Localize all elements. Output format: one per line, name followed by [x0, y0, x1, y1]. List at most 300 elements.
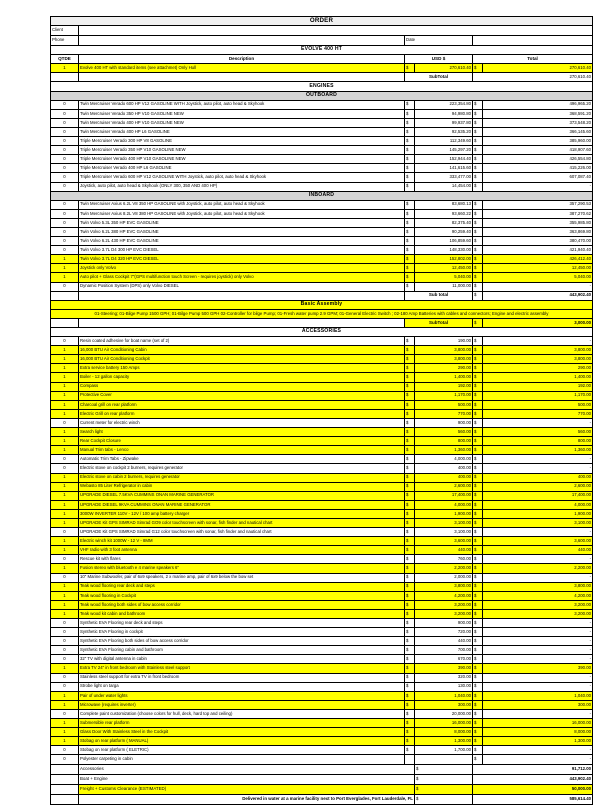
accessory-item-row [51, 637, 593, 646]
total-currency-symbol: $ [473, 446, 483, 455]
qty-cell[interactable]: 0 [51, 746, 79, 755]
total-value-cell: - [483, 746, 593, 755]
qty-cell[interactable]: 0 [51, 282, 79, 291]
summary-label: Delivered in water at a marine facility next to Port Everglades, Fort Lauderdale, FL [79, 794, 415, 804]
usd-value-cell[interactable]: 99,937.80 [415, 118, 473, 127]
qty-cell[interactable]: 0 [51, 628, 79, 637]
qty-cell[interactable]: 0 [51, 209, 79, 218]
qty-cell[interactable]: 1 [51, 355, 79, 364]
total-currency-symbol: $ [473, 755, 483, 764]
accessory-item-row [51, 518, 593, 527]
accessory-item-row [51, 737, 593, 746]
phone-label: Phone [51, 36, 79, 46]
section-header-outboard [51, 91, 593, 100]
client-input[interactable] [79, 26, 593, 36]
qty-cell[interactable]: 0 [51, 464, 79, 473]
qty-cell[interactable]: 0 [51, 555, 79, 564]
usd-value-cell[interactable]: 4,000.00 [415, 500, 473, 509]
total-value-cell: - [483, 637, 593, 646]
usd-value-cell[interactable]: 94,980.80 [415, 109, 473, 118]
outboard-item-row [51, 118, 593, 127]
summary-row [51, 794, 593, 804]
usd-value-cell[interactable]: 3,200.00 [415, 600, 473, 609]
qty-cell[interactable]: 1 [51, 691, 79, 700]
usd-currency-symbol: $ [405, 682, 415, 691]
description-cell: Teak wood kit cabin and bathroom [79, 609, 405, 618]
qty-cell[interactable]: 1 [51, 64, 79, 73]
accessory-item-row [51, 428, 593, 437]
boat-subtotal-value: 270,610.40 [473, 73, 593, 82]
qty-cell[interactable]: 0 [51, 237, 79, 246]
section-header-accessories [51, 328, 593, 337]
qty-cell[interactable]: 1 [51, 409, 79, 418]
usd-value-cell[interactable]: 300.00 [415, 700, 473, 709]
usd-value-cell[interactable]: 192.00 [415, 382, 473, 391]
phone-input[interactable] [79, 36, 405, 46]
total-value-cell: 3,200.00 [483, 600, 593, 609]
usd-currency-symbol: $ [405, 509, 415, 518]
usd-currency-symbol: $ [405, 709, 415, 718]
column-header-row [51, 55, 593, 64]
usd-value-cell[interactable]: 93,660.22 [415, 209, 473, 218]
usd-value-cell[interactable]: 560.00 [415, 428, 473, 437]
usd-value-cell[interactable]: 1,700.00 [415, 746, 473, 755]
usd-value-cell[interactable]: 4,000.00 [415, 455, 473, 464]
usd-value-cell[interactable]: 390.00 [415, 664, 473, 673]
usd-value-cell[interactable]: 400.00 [415, 473, 473, 482]
description-cell: Twin Volvo 3.7L D4 300 HP EVC DIESEL [79, 246, 405, 255]
accessory-item-row [51, 573, 593, 582]
qty-cell[interactable]: 1 [51, 400, 79, 409]
description-cell: Triple Mercruiser Verado 400 HP L6 GASOLINE [79, 164, 405, 173]
total-value-cell: - [483, 282, 593, 291]
total-value-cell: 4,200.00 [483, 591, 593, 600]
usd-value-cell[interactable]: 141,615.60 [415, 164, 473, 173]
col-header-usd: USD $ [405, 55, 473, 64]
usd-value-cell[interactable]: 223,354.80 [415, 100, 473, 109]
qty-cell[interactable]: 1 [51, 509, 79, 518]
inboard-item-row [51, 246, 593, 255]
total-value-cell: - [483, 418, 593, 427]
usd-value-cell[interactable]: 800.00 [415, 437, 473, 446]
usd-currency-symbol: $ [405, 218, 415, 227]
usd-currency-symbol: $ [405, 246, 415, 255]
accessory-item-row [51, 609, 593, 618]
usd-value-cell[interactable]: 12,450.00 [415, 264, 473, 273]
usd-value-cell[interactable]: 3,200.00 [415, 609, 473, 618]
total-currency-symbol: $ [473, 218, 483, 227]
total-value-cell: 3,800.00 [483, 582, 593, 591]
summary-currency-symbol: $ [415, 784, 473, 794]
usd-value-cell[interactable]: 16,000.00 [415, 719, 473, 728]
usd-value-cell[interactable]: 17,400.00 [415, 491, 473, 500]
qty-cell[interactable]: 1 [51, 500, 79, 509]
usd-value-cell[interactable]: 4,200.00 [415, 591, 473, 600]
usd-value-cell[interactable]: 440.00 [415, 546, 473, 555]
qty-cell[interactable]: 0 [51, 655, 79, 664]
qty-cell[interactable]: 0 [51, 164, 79, 173]
description-cell: UPGRADE Kit GPS SIMRAD Simrad GO9 color touchscreen with sonar, fish finder and nautical chart [79, 518, 405, 527]
accessory-item-row [51, 373, 593, 382]
qty-cell[interactable]: 0 [51, 637, 79, 646]
summary-currency-symbol: $ [415, 764, 473, 774]
total-currency-symbol: $ [473, 700, 483, 709]
outboard-item-row [51, 127, 593, 136]
total-value-cell: - [483, 755, 593, 764]
usd-currency-symbol: $ [405, 264, 415, 273]
accessory-item-row [51, 482, 593, 491]
outboard-header: OUTBOARD [51, 91, 593, 100]
spacer-cell [79, 291, 405, 300]
description-cell: Protective Cover [79, 391, 405, 400]
inboard-header: INBOARD [51, 191, 593, 200]
usd-value-cell[interactable]: 130.00 [415, 682, 473, 691]
qty-cell[interactable]: 1 [51, 391, 79, 400]
usd-currency-symbol: $ [405, 528, 415, 537]
qty-cell[interactable]: 0 [51, 173, 79, 182]
total-value-cell: 1,170.00 [483, 391, 593, 400]
description-cell: Submersible rear platform [79, 719, 405, 728]
usd-currency-symbol: $ [405, 700, 415, 709]
total-value-cell: 426,412.40 [483, 255, 593, 264]
usd-value-cell[interactable]: 440.00 [415, 637, 473, 646]
usd-currency-symbol: $ [405, 737, 415, 746]
qty-cell[interactable]: 1 [51, 264, 79, 273]
description-cell: Extra TV 24" in front bedroom with Stainless steel support [79, 664, 405, 673]
qty-cell[interactable]: 0 [51, 455, 79, 464]
usd-value-cell[interactable]: 190.00 [415, 337, 473, 346]
accessory-item-row [51, 537, 593, 546]
inboard-item-row [51, 273, 593, 282]
total-value-cell: 192.00 [483, 382, 593, 391]
description-cell: Glass Door With Stainless Steel in the Cockpit [79, 728, 405, 737]
usd-value-cell[interactable]: 290.00 [415, 364, 473, 373]
qty-cell[interactable]: 1 [51, 564, 79, 573]
client-row [51, 26, 593, 36]
qty-cell[interactable]: 0 [51, 528, 79, 537]
description-cell: Automatic Trim Tabs - Zipwake [79, 455, 405, 464]
total-value-cell: 4,000.00 [483, 500, 593, 509]
accessory-item-row [51, 437, 593, 446]
description-cell: Triple Mercruiser Verado 300 HP V8 GASOLINE [79, 137, 405, 146]
qty-cell[interactable]: 0 [51, 709, 79, 718]
usd-value-cell[interactable]: 5,040.00 [415, 273, 473, 282]
usd-currency-symbol: $ [405, 64, 415, 73]
accessory-item-row [51, 409, 593, 418]
usd-value-cell[interactable]: 2,000.00 [415, 573, 473, 582]
qty-cell[interactable]: 1 [51, 582, 79, 591]
usd-value-cell[interactable]: 90,259.40 [415, 227, 473, 236]
qty-cell[interactable]: 0 [51, 218, 79, 227]
accessory-item-row [51, 646, 593, 655]
total-value-cell: 390.00 [483, 664, 593, 673]
total-value-cell: 418,907.60 [483, 146, 593, 155]
qty-cell[interactable]: 0 [51, 137, 79, 146]
description-cell: Pair of under water lights [79, 691, 405, 700]
usd-currency-symbol: $ [405, 600, 415, 609]
total-value-cell: 373,548.20 [483, 118, 593, 127]
total-value-cell: 421,940.40 [483, 246, 593, 255]
usd-currency-symbol: $ [405, 464, 415, 473]
usd-currency-symbol: $ [405, 455, 415, 464]
qty-cell[interactable]: 1 [51, 428, 79, 437]
qty-cell[interactable]: 1 [51, 473, 79, 482]
qty-cell[interactable]: 0 [51, 227, 79, 236]
usd-currency-symbol: $ [405, 391, 415, 400]
total-value-cell: 5,040.00 [483, 273, 593, 282]
accessory-item-row [51, 700, 593, 709]
description-cell: Triple Mercruiser Verado 600 HP V12 GASOLINE WITH Joystick, auto pilot, auto head & Skyhook [79, 173, 405, 182]
qty-cell[interactable]: 1 [51, 373, 79, 382]
usd-value-cell[interactable]: 1,170.00 [415, 391, 473, 400]
qty-cell[interactable]: 1 [51, 546, 79, 555]
total-currency-symbol: $ [473, 573, 483, 582]
description-cell: Evolve 400 HT with standard items (see attachmet) Only Hull [79, 64, 405, 73]
usd-value-cell[interactable]: 152,944.40 [415, 155, 473, 164]
model-header: EVOLVE 400 HT [51, 46, 593, 55]
outboard-item-row [51, 100, 593, 109]
usd-value-cell[interactable]: 3,800.00 [415, 346, 473, 355]
usd-value-cell[interactable]: 333,477.00 [415, 173, 473, 182]
accessory-item-row [51, 564, 593, 573]
total-currency-symbol: $ [473, 173, 483, 182]
qty-cell[interactable]: 0 [51, 200, 79, 209]
usd-value-cell[interactable] [415, 755, 473, 764]
usd-value-cell[interactable]: 83,680.13 [415, 200, 473, 209]
total-currency-symbol: $ [473, 155, 483, 164]
qty-cell[interactable]: 1 [51, 482, 79, 491]
summary-value: 50,000.00 [473, 784, 593, 794]
usd-value-cell[interactable]: 148,330.00 [415, 246, 473, 255]
usd-value-cell[interactable]: 145,297.20 [415, 146, 473, 155]
qty-cell[interactable]: 1 [51, 446, 79, 455]
usd-currency-symbol: $ [405, 255, 415, 264]
order-table [50, 16, 593, 805]
spacer-cell [51, 291, 79, 300]
summary-spacer [51, 794, 79, 804]
description-cell: Polyester carpeting in cabin [79, 755, 405, 764]
usd-value-cell[interactable]: 320.00 [415, 673, 473, 682]
accessory-item-row [51, 528, 593, 537]
accessory-item-row [51, 746, 593, 755]
inboard-item-row [51, 264, 593, 273]
qty-cell[interactable]: 1 [51, 437, 79, 446]
usd-value-cell[interactable]: 3,800.00 [415, 355, 473, 364]
usd-value-cell[interactable]: 1,300.00 [415, 737, 473, 746]
engines-subtotal-value: 443,902.40 [483, 291, 593, 300]
qty-cell[interactable]: 0 [51, 646, 79, 655]
spacer-cell [51, 318, 79, 327]
usd-value-cell[interactable]: 112,349.60 [415, 137, 473, 146]
description-cell: Electric winch kit 1000W - 12 V - 8MM [79, 537, 405, 546]
accessory-item-row [51, 582, 593, 591]
usd-currency-symbol: $ [405, 237, 415, 246]
qty-cell[interactable]: 1 [51, 600, 79, 609]
usd-value-cell[interactable]: 500.00 [415, 400, 473, 409]
accessory-item-row [51, 346, 593, 355]
usd-currency-symbol: $ [405, 518, 415, 527]
usd-value-cell[interactable]: 8,000.00 [415, 728, 473, 737]
usd-currency-symbol: $ [405, 637, 415, 646]
total-value-cell: 2,200.00 [483, 564, 593, 573]
usd-currency-symbol: $ [405, 582, 415, 591]
qty-cell[interactable]: 0 [51, 246, 79, 255]
usd-value-cell[interactable]: 670.00 [415, 655, 473, 664]
usd-value-cell[interactable]: 270,610.40 [415, 64, 473, 73]
qty-cell[interactable]: 1 [51, 491, 79, 500]
usd-value-cell[interactable]: 2,200.00 [415, 564, 473, 573]
total-currency-symbol: $ [473, 346, 483, 355]
qty-cell[interactable]: 0 [51, 182, 79, 191]
usd-currency-symbol: $ [405, 546, 415, 555]
qty-cell[interactable]: 1 [51, 518, 79, 527]
usd-value-cell[interactable]: 700.00 [415, 646, 473, 655]
usd-currency-symbol: $ [405, 428, 415, 437]
outboard-item-row [51, 164, 593, 173]
outboard-item-row [51, 182, 593, 191]
total-value-cell: 357,290.53 [483, 200, 593, 209]
total-value-cell: 300.00 [483, 700, 593, 709]
qty-cell[interactable]: 0 [51, 127, 79, 136]
accessory-item-row [51, 673, 593, 682]
qty-cell[interactable]: 1 [51, 537, 79, 546]
basic-assembly-subtotal-currency: $ [473, 318, 483, 327]
qty-cell[interactable]: 0 [51, 118, 79, 127]
order-table-body [51, 17, 593, 805]
qty-cell[interactable]: 1 [51, 664, 79, 673]
qty-cell[interactable]: 1 [51, 255, 79, 264]
usd-value-cell[interactable]: 1,400.00 [415, 373, 473, 382]
description-cell: Stobag on rear platform ( ELETRIC) [79, 746, 405, 755]
usd-value-cell[interactable]: 92,535.20 [415, 127, 473, 136]
qty-cell[interactable]: 1 [51, 273, 79, 282]
accessory-item-row [51, 400, 593, 409]
usd-value-cell[interactable]: 1,900.00 [415, 509, 473, 518]
usd-value-cell[interactable]: 2,600.00 [415, 482, 473, 491]
usd-value-cell[interactable]: 770.00 [415, 409, 473, 418]
qty-cell[interactable]: 0 [51, 146, 79, 155]
description-cell: Rear Cockpit Closure [79, 437, 405, 446]
description-cell: Synthetic EVA Flooring cabin and bathroom [79, 646, 405, 655]
total-value-cell: 440.00 [483, 546, 593, 555]
summary-value: 91,712.00 [473, 764, 593, 774]
description-cell: Synthetic EVA Flooring both sides of bow access corridor [79, 637, 405, 646]
qty-cell[interactable]: 1 [51, 609, 79, 618]
qty-cell[interactable]: 0 [51, 619, 79, 628]
qty-cell[interactable]: 0 [51, 109, 79, 118]
total-currency-symbol: $ [473, 491, 483, 500]
description-cell: Joystick only Volvo [79, 264, 405, 273]
total-value-cell: - [483, 655, 593, 664]
qty-cell[interactable]: 1 [51, 591, 79, 600]
usd-currency-symbol: $ [405, 337, 415, 346]
usd-currency-symbol: $ [405, 573, 415, 582]
description-cell: Triple Mercruiser Verado 400 HP V10 GASOLINE NEW [79, 155, 405, 164]
qty-cell[interactable]: 1 [51, 719, 79, 728]
total-currency-symbol: $ [473, 482, 483, 491]
date-input[interactable] [473, 36, 593, 46]
qty-cell[interactable]: 0 [51, 673, 79, 682]
accessory-item-row [51, 337, 593, 346]
qty-cell[interactable]: 1 [51, 346, 79, 355]
total-currency-symbol: $ [473, 664, 483, 673]
total-currency-symbol: $ [473, 528, 483, 537]
qty-cell[interactable]: 1 [51, 737, 79, 746]
usd-value-cell[interactable]: 1,360.00 [415, 446, 473, 455]
usd-value-cell[interactable]: 3,100.00 [415, 528, 473, 537]
total-value-cell: 1,360.00 [483, 446, 593, 455]
usd-currency-symbol: $ [405, 646, 415, 655]
qty-cell[interactable]: 1 [51, 728, 79, 737]
usd-value-cell[interactable]: 400.00 [415, 464, 473, 473]
usd-value-cell[interactable]: 3,600.00 [415, 537, 473, 546]
outboard-item-row [51, 173, 593, 182]
total-currency-symbol: $ [473, 209, 483, 218]
usd-value-cell[interactable]: 14,454.00 [415, 182, 473, 191]
qty-cell[interactable]: 1 [51, 700, 79, 709]
summary-label: Freight + Customs Clearance (ESTIMATED) [79, 784, 415, 794]
usd-currency-symbol: $ [405, 664, 415, 673]
usd-value-cell[interactable]: 760.00 [415, 555, 473, 564]
usd-value-cell[interactable]: 11,000.00 [415, 282, 473, 291]
usd-value-cell[interactable]: 900.00 [415, 418, 473, 427]
usd-currency-symbol: $ [405, 564, 415, 573]
qty-cell[interactable]: 0 [51, 100, 79, 109]
accessory-item-row [51, 664, 593, 673]
usd-value-cell[interactable]: 106,859.60 [415, 237, 473, 246]
total-value-cell: 560.00 [483, 428, 593, 437]
summary-row [51, 784, 593, 794]
description-cell: Stobag on rear platform ( MANUAL) [79, 737, 405, 746]
qty-cell[interactable]: 0 [51, 573, 79, 582]
usd-value-cell[interactable]: 82,375.40 [415, 218, 473, 227]
qty-cell[interactable]: 0 [51, 155, 79, 164]
description-cell: UPGRADE Kit GPS SIMRAD Simrad G12 color touchscreen with sonar, fish finder and nautical chart [79, 528, 405, 537]
usd-value-cell[interactable]: 720.00 [415, 628, 473, 637]
date-label: Date [405, 36, 473, 46]
qty-cell[interactable]: 0 [51, 418, 79, 427]
total-value-cell: 3,600.00 [483, 537, 593, 546]
description-cell: Electric stove on cabin 2 burners, requires generator [79, 473, 405, 482]
usd-value-cell[interactable]: 3,100.00 [415, 518, 473, 527]
total-value-cell: 1,300.00 [483, 737, 593, 746]
basic-assembly-subtotal-row [51, 318, 593, 327]
engines-subtotal-row [51, 291, 593, 300]
usd-currency-symbol: $ [405, 446, 415, 455]
total-currency-symbol: $ [473, 246, 483, 255]
qty-cell[interactable]: 0 [51, 755, 79, 764]
total-currency-symbol: $ [473, 137, 483, 146]
qty-cell[interactable]: 0 [51, 682, 79, 691]
qty-cell[interactable]: 1 [51, 364, 79, 373]
usd-value-cell[interactable]: 20,000.00 [415, 709, 473, 718]
usd-value-cell[interactable]: 900.00 [415, 619, 473, 628]
accessory-item-row [51, 464, 593, 473]
engines-subtotal-currency: $ [473, 291, 483, 300]
summary-value: 443,902.40 [473, 774, 593, 784]
accessories-header: ACCESSORIES [51, 328, 593, 337]
usd-currency-symbol: $ [405, 382, 415, 391]
inboard-item-row [51, 227, 593, 236]
description-cell: Electric stove on cockpit 2 burners, requires generator [79, 464, 405, 473]
qty-cell[interactable]: 1 [51, 382, 79, 391]
usd-value-cell[interactable]: 1,040.00 [415, 691, 473, 700]
usd-value-cell[interactable]: 152,802.00 [415, 255, 473, 264]
usd-value-cell[interactable]: 3,800.00 [415, 582, 473, 591]
total-currency-symbol: $ [473, 637, 483, 646]
qty-cell[interactable]: 0 [51, 337, 79, 346]
section-header-basic-assembly [51, 300, 593, 309]
